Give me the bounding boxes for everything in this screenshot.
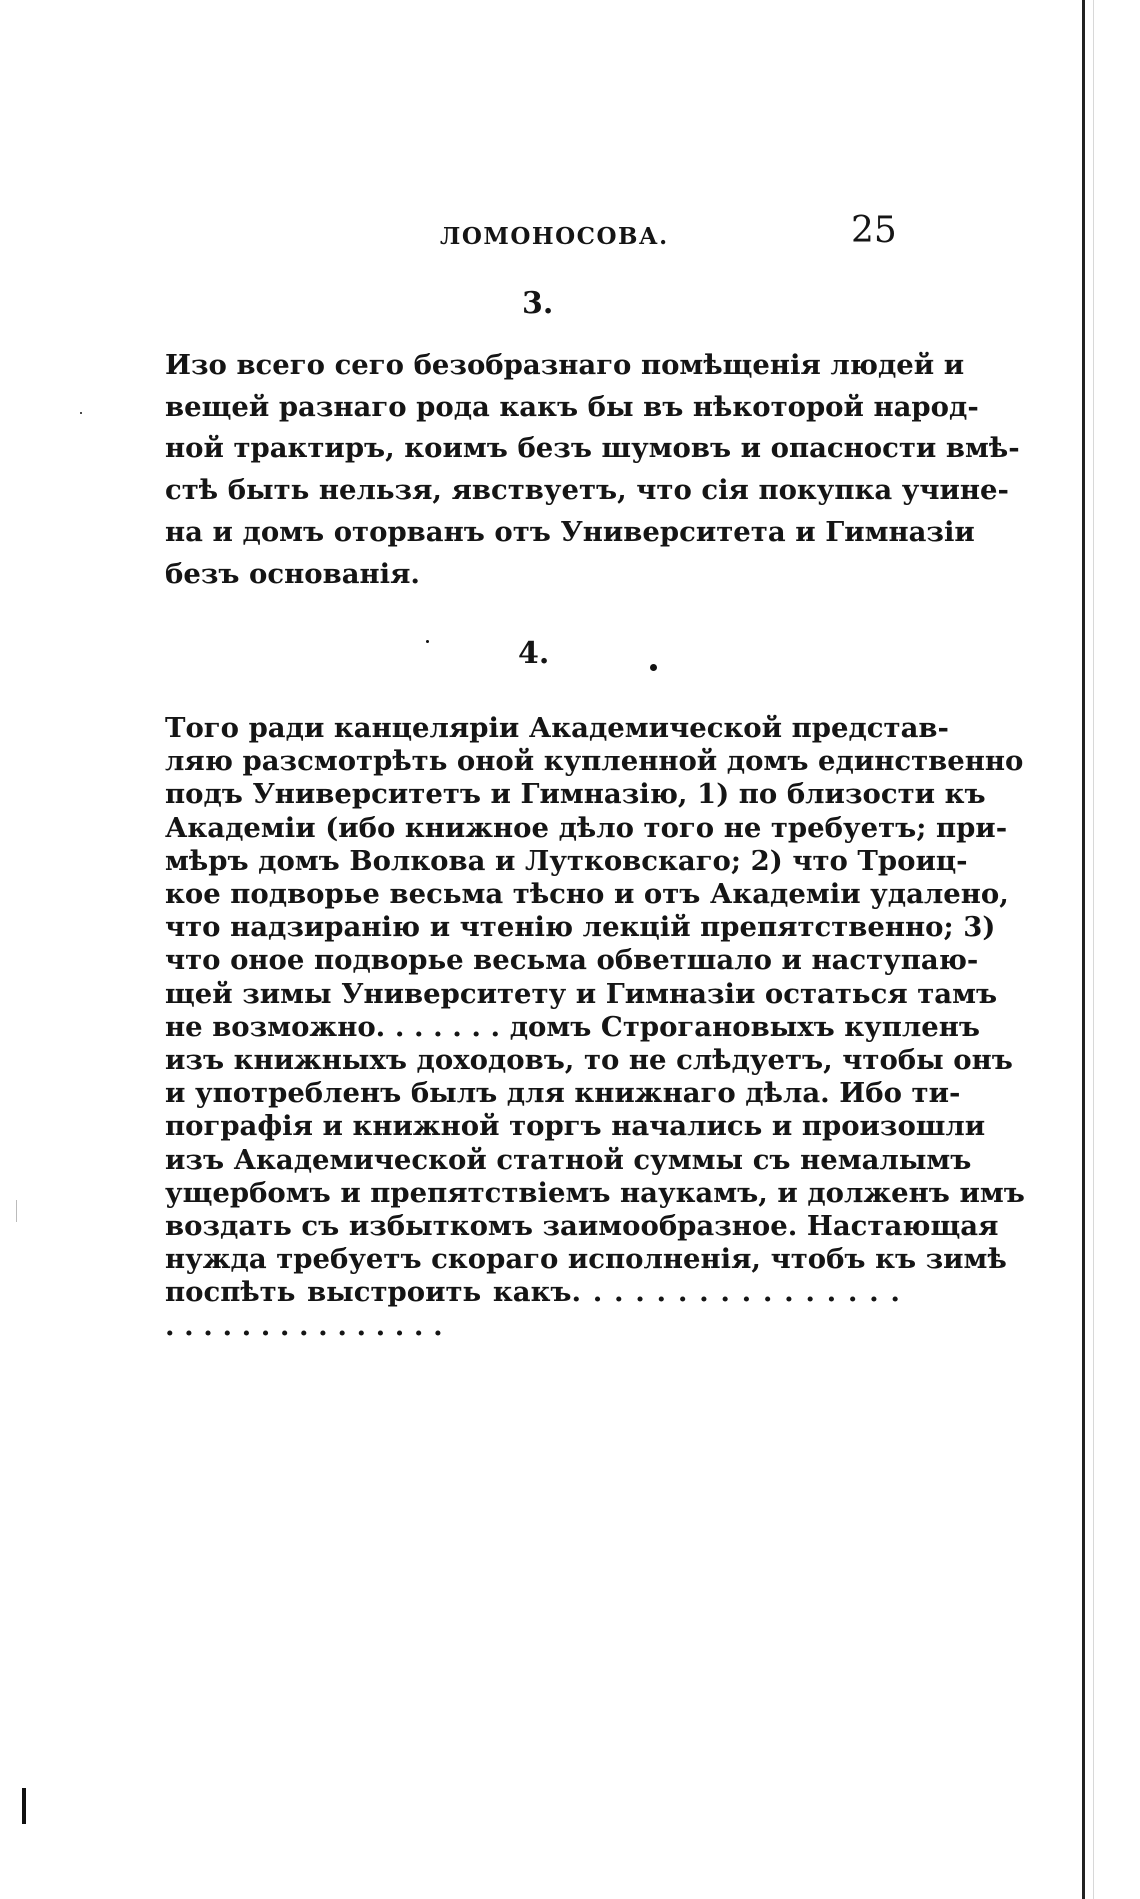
page-edge-shadow (1093, 0, 1094, 1899)
paragraph-line: Академіи (ибо книжное дѣло того не требуетъ; при- (165, 811, 1008, 844)
margin-mark (22, 1788, 26, 1824)
paragraph-line: поспѣть выстроить какъ. . . . . . . . . . . . . . . . (165, 1276, 900, 1309)
paragraph-line: изъ Академической статной суммы съ немалымъ (165, 1143, 972, 1176)
paragraph-line: щей зимы Университету и Гимназіи остаться тамъ (165, 977, 998, 1010)
ink-speck (650, 664, 657, 671)
section-number-4: 4. (518, 636, 550, 671)
paragraph-line: воздать съ избыткомъ заимообразное. Настающая (165, 1210, 999, 1243)
paragraph-line: . . . . . . . . . . . . . . . (165, 1309, 443, 1342)
section-3-paragraph (165, 345, 1020, 595)
page-number: 25 (851, 210, 897, 251)
paragraph-line: пографія и книжной торгъ начались и произошли (165, 1110, 986, 1143)
paragraph-line: стѣ быть нельзя, явствуетъ, что сія покупка учине- (165, 474, 1009, 507)
paragraph-line: что надзиранію и чтенію лекцій препятственно; 3) (165, 911, 996, 944)
paragraph-line: изъ книжныхъ доходовъ, то не слѣдуетъ, чтобы онъ (165, 1044, 1013, 1077)
paragraph-line: вещей разнаго рода какъ бы въ нѣкоторой народ- (165, 390, 979, 423)
paragraph-line: на и домъ оторванъ отъ Университета и Гимназіи (165, 515, 975, 548)
paragraph-line: что оное подворье весьма обветшало и наступаю- (165, 944, 979, 977)
margin-mark (16, 1200, 17, 1222)
section-number-3: 3. (522, 286, 554, 321)
ink-speck (426, 640, 429, 643)
paragraph-line: подъ Университетъ и Гимназію, 1) по близости къ (165, 778, 986, 811)
paragraph-line: безъ основанія. (165, 557, 421, 590)
paragraph-line: не возможно. . . . . . . домъ Строгановыхъ купленъ (165, 1010, 981, 1043)
paragraph-line: мѣръ домъ Волкова и Лутковскаго; 2) что Троиц- (165, 844, 968, 877)
ink-speck (80, 412, 82, 414)
paragraph-line: ной трактиръ, коимъ безъ шумовъ и опасности вмѣ- (165, 432, 1020, 465)
paragraph-line: и употребленъ былъ для книжнаго дѣла. Ибо ти- (165, 1077, 961, 1110)
paragraph-line: Изо всего сего безобразнаго помѣщенія людей и (165, 349, 965, 381)
page-edge-rule (1082, 0, 1085, 1899)
paragraph-line: ляю разсмотрѣть оной купленной домъ единственно (165, 745, 1024, 778)
section-4-paragraph (165, 712, 1025, 1343)
paragraph-line: нужда требуетъ скораго исполненія, чтобъ къ зимѣ (165, 1243, 1007, 1276)
paragraph-line: ущербомъ и препятствіемъ наукамъ, и долженъ имъ (165, 1176, 1025, 1209)
paragraph-line: кое подворье весьма тѣсно и отъ Академіи удалено, (165, 878, 1009, 911)
paragraph-line: Того ради канцеляріи Академической представ- (165, 712, 949, 744)
running-title: ЛОМОНОСОВА. (440, 223, 669, 250)
